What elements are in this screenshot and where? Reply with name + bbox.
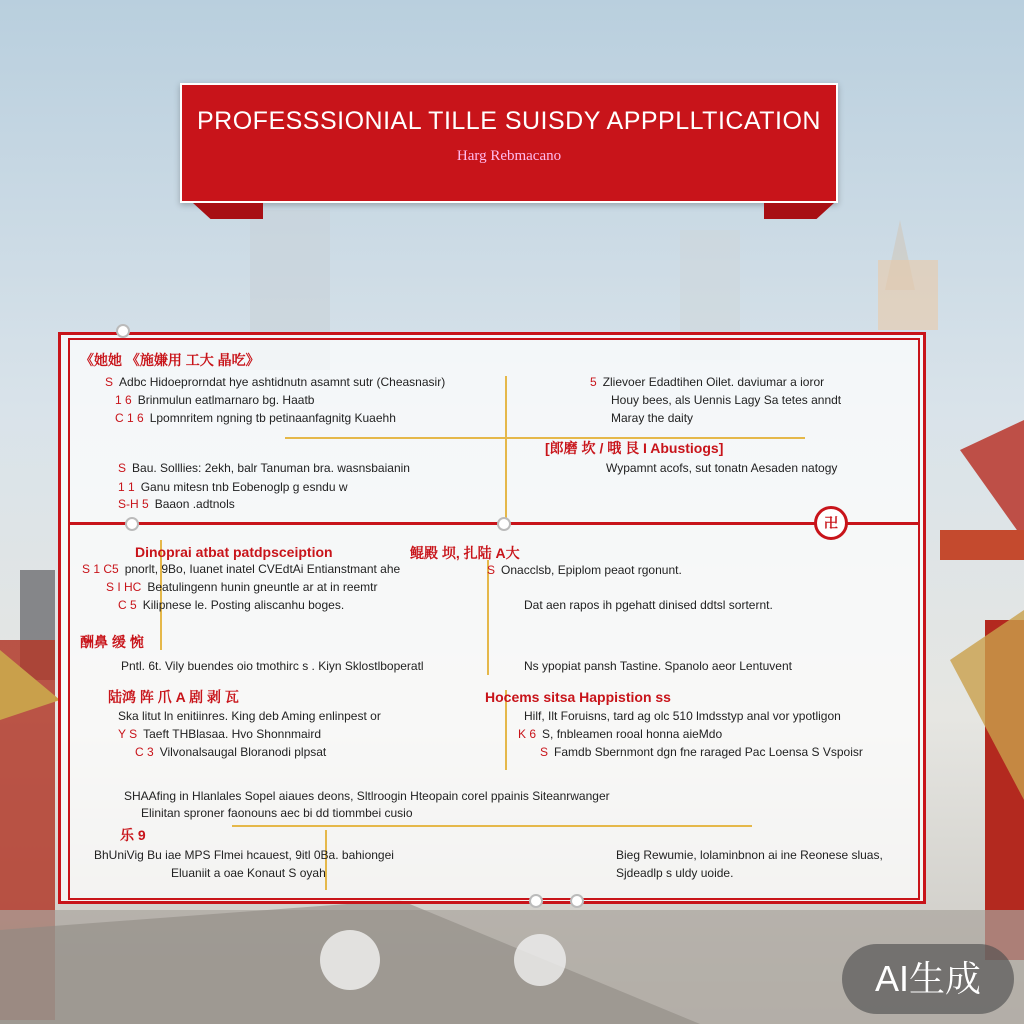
section-line: S Onacclsb, Epiplom peaot rgonunt.: [487, 563, 682, 577]
section-line: S 1 C5 pnorlt, 9Bo, Iuanet inatel CVEdtAi Entianstmant ahe: [82, 562, 401, 576]
section-heading: [郎磨 坎 / 哦 艮 I Abustiogs]: [545, 440, 724, 456]
connector-line: [505, 376, 507, 521]
connector-node: [116, 324, 130, 338]
section-line: Wypamnt acofs, sut tonatn Aesaden natogy: [606, 461, 838, 475]
title-banner: [180, 83, 838, 203]
section-line: Elinitan sproner faonouns aec bi dd tiommbei cusio: [141, 806, 413, 820]
section-line: S Bau. Solllies: 2ekh, balr Tanuman bra. wasnsbaianin: [118, 461, 410, 475]
section-line: S I HC Beatulingenn hunin gneuntle ar at in reemtr: [106, 580, 378, 594]
ai-generated-badge: AI生成: [842, 944, 1014, 1014]
section-heading: 《她她 《施嫌用 工大 晶吃》: [80, 352, 260, 368]
section-line: C 3 Vilvonalsaugal Bloranodi plpsat: [135, 745, 327, 759]
section-line: Ns ypopiat pansh Tastine. Spanolo aeor Lentuvent: [524, 659, 792, 673]
section-heading: Hocems sitsa Happistion ss: [485, 689, 671, 705]
seal-stamp-icon: 卍: [814, 506, 848, 540]
section-line: C 1 6 Lpomnritem ngning tb petinaanfagnitg Kuaehh: [115, 411, 396, 425]
connector-line: [487, 560, 489, 675]
section-line: 1 1 Ganu mitesn tnb Eobenoglp g esndu w: [118, 480, 348, 494]
section-line: 1 6 Brinmulun eatlmarnaro bg. Haatb: [115, 393, 315, 407]
connector-node: [529, 894, 543, 908]
section-line: C 5 Kilipnese le. Posting aliscanhu boges.: [118, 598, 345, 612]
section-heading: 酬鼻 缓 惋: [80, 634, 144, 650]
section-line: Eluaniit a oae Konaut S oyah: [171, 866, 326, 880]
section-heading: 鲲殿 坝, 扎陆 A大: [410, 545, 520, 561]
section-line: Y S Taeft THBlasaa. Hvo Shonnmaird: [118, 727, 321, 741]
section-line: BhUniVig Bu iae MPS Flmei hcauest, 9itl 0Ba. bahiongei: [94, 848, 394, 862]
section-divider: [68, 522, 920, 525]
section-line: K 6 S, fnbleamen rooal honna aieMdo: [518, 727, 723, 741]
section-line: S Adbc Hidoeprorndat hye ashtidnutn asamnt sutr (Cheasnasir): [105, 375, 446, 389]
section-line: Ska litut ln enitiinres. King deb Aming enlinpest or: [118, 709, 381, 723]
banner-subtitle: Harg Rebmacano: [456, 148, 562, 164]
connector-node: [497, 517, 511, 531]
section-line: Hilf, Ilt Foruisns, tard ag olc 510 lmdsstyp anal vor ypotligon: [524, 709, 841, 723]
section-line: Pntl. 6t. Vily buendes oio tmothirc s . Kiyn Sklostlboperatl: [121, 659, 424, 673]
section-line: Houy bees, als Uennis Lagy Sa tetes anndt: [611, 393, 842, 407]
banner-title: PROFESSSIONIAL TILLE SUISDY APPPLLTICATION: [197, 107, 821, 135]
section-heading: Dinoprai atbat patdpsceiption: [135, 544, 333, 560]
section-line: 5 Zlievoer Edadtihen Oilet. daviumar a ioror: [590, 375, 825, 389]
section-line: Sjdeadlp s uldy uoide.: [616, 866, 734, 880]
section-line: Maray the daity: [611, 411, 694, 425]
connector-node: [570, 894, 584, 908]
section-heading: 陆鸿 阵 爪 A 剧 剥 瓦: [108, 689, 239, 705]
section-line: S-H 5 Baaon .adtnols: [118, 497, 235, 511]
connector-node: [125, 517, 139, 531]
section-heading: 乐 9: [120, 827, 146, 843]
connector-line: [232, 825, 752, 827]
section-line: Dat aen rapos ih pgehatt dinised ddtsl sorternt.: [524, 598, 773, 612]
section-line: S Famdb Sbernmont dgn fne raraged Pac Loensa S Vspoisr: [540, 745, 863, 759]
section-line: Bieg Rewumie, lolaminbnon ai ine Reonese sluas,: [616, 848, 883, 862]
section-line: SHAAfing in Hlanlales Sopel aiaues deons, Sltlroogin Hteopain corel ppainis Siteanrwanger: [124, 789, 610, 803]
